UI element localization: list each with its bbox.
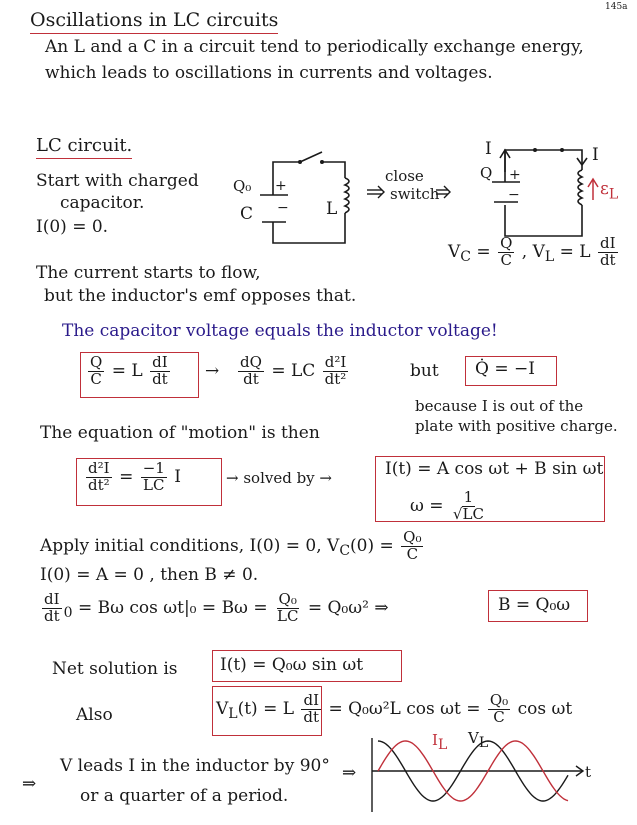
lead-arrow: ⇒ [22,774,37,794]
net-eq: I(t) = Q₀ω sin ωt [220,655,364,675]
because-line-2: plate with positive charge. [415,417,618,435]
t-axis-label: t [585,763,592,781]
general-solution: I(t) = A cos ωt + B sin ωt [385,459,604,479]
q0-label: Q₀ [233,177,252,195]
eq1-lhs: $\frac{Q}{C}$ = L $\frac{dI}{dt}$ [90,353,168,388]
intro-line-2: which leads to oscillations in currents and voltages. [45,63,493,83]
didt-line: $\frac{dI}{dt}$ $_0$ = Bω cos ωt|₀ = Bω = $\frac{\text{Q₀}}{LC}$ = Q₀ω² ⇒ [44,590,389,625]
net-label: Net solution is [52,659,178,679]
eq2-lhs: $\frac{\text{d²I}}{\text{dt²}}$ = $\frac{-1}{LC}$ I [88,459,181,494]
start-line-2: capacitor. [60,193,145,213]
minus-sign-right: − [508,187,520,203]
eq1-rhs: $\frac{dQ}{dt}$ = LC $\frac{\text{d²I}}{\text{dt²}}$ [240,353,347,388]
plus-sign: + [275,178,287,194]
vl-graph-label: $V_L$ [468,729,489,751]
minus-sign: − [277,200,289,216]
intro-line-1: An L and a C in a circuit tend to periodically exchange energy, [45,37,584,57]
also-label: Also [76,705,113,725]
switch-label: switch [390,185,440,203]
because-line-1: because I is out of the [415,397,584,415]
vc-equation: $V_C$ = $\frac{Q}{C}$ , $V_L = L$ $\frac{dI}{dt}$ [448,234,616,269]
lead-line-2: or a quarter of a period. [80,786,289,806]
qdot-eq: Q̇ = −I [475,359,535,379]
lc-heading: LC circuit. [36,136,132,159]
il-graph-label: $I_L$ [432,731,448,753]
i-top-label: I [485,139,492,159]
lead-line-1: V leads I in the inductor by 90° [60,756,330,776]
i0-line: I(0) = A = 0 , then B ≠ 0. [40,565,259,585]
initial-conditions: Apply initial conditions, I(0) = 0, $V_C(0)$ = $\frac{\text{Q₀}}{C}$ [40,528,422,563]
solved-by: → solved by → [226,469,332,487]
b-result: B = Q₀ω [498,595,571,615]
cap-equals-text: The capacitor voltage equals the inductor voltage! [62,321,498,341]
current-line-2: but the inductor's emf opposes that. [44,286,357,306]
l-label: L [326,199,338,219]
start-line-3: I(0) = 0. [36,217,109,237]
c-label: C [240,204,254,224]
lead-arrow-2: ⇒ [342,763,357,783]
eq1-but: but [410,361,439,381]
plus-sign-right: + [509,167,521,183]
close-label: close [385,167,424,185]
motion-text: The equation of "motion" is then [40,423,320,443]
omega-eq: ω = $\frac{1}{√LC}$ [410,488,484,523]
i-right-label: I [592,145,599,165]
page-title: Oscillations in LC circuits [30,10,278,34]
start-line-1: Start with charged [36,171,199,191]
current-line-1: The current starts to flow, [36,263,261,283]
q-label: Q [480,164,493,182]
also-eq: $V_L(t) = L$ $\frac{dI}{dt}$ = Q₀ω²L cos ωt = $\frac{\text{Q₀}}{C}$ cos ωt [216,691,573,726]
eq1-arrow: → [205,361,220,381]
page-number: 145a [605,2,628,12]
emf-label: $\varepsilon_L$ [600,179,619,203]
